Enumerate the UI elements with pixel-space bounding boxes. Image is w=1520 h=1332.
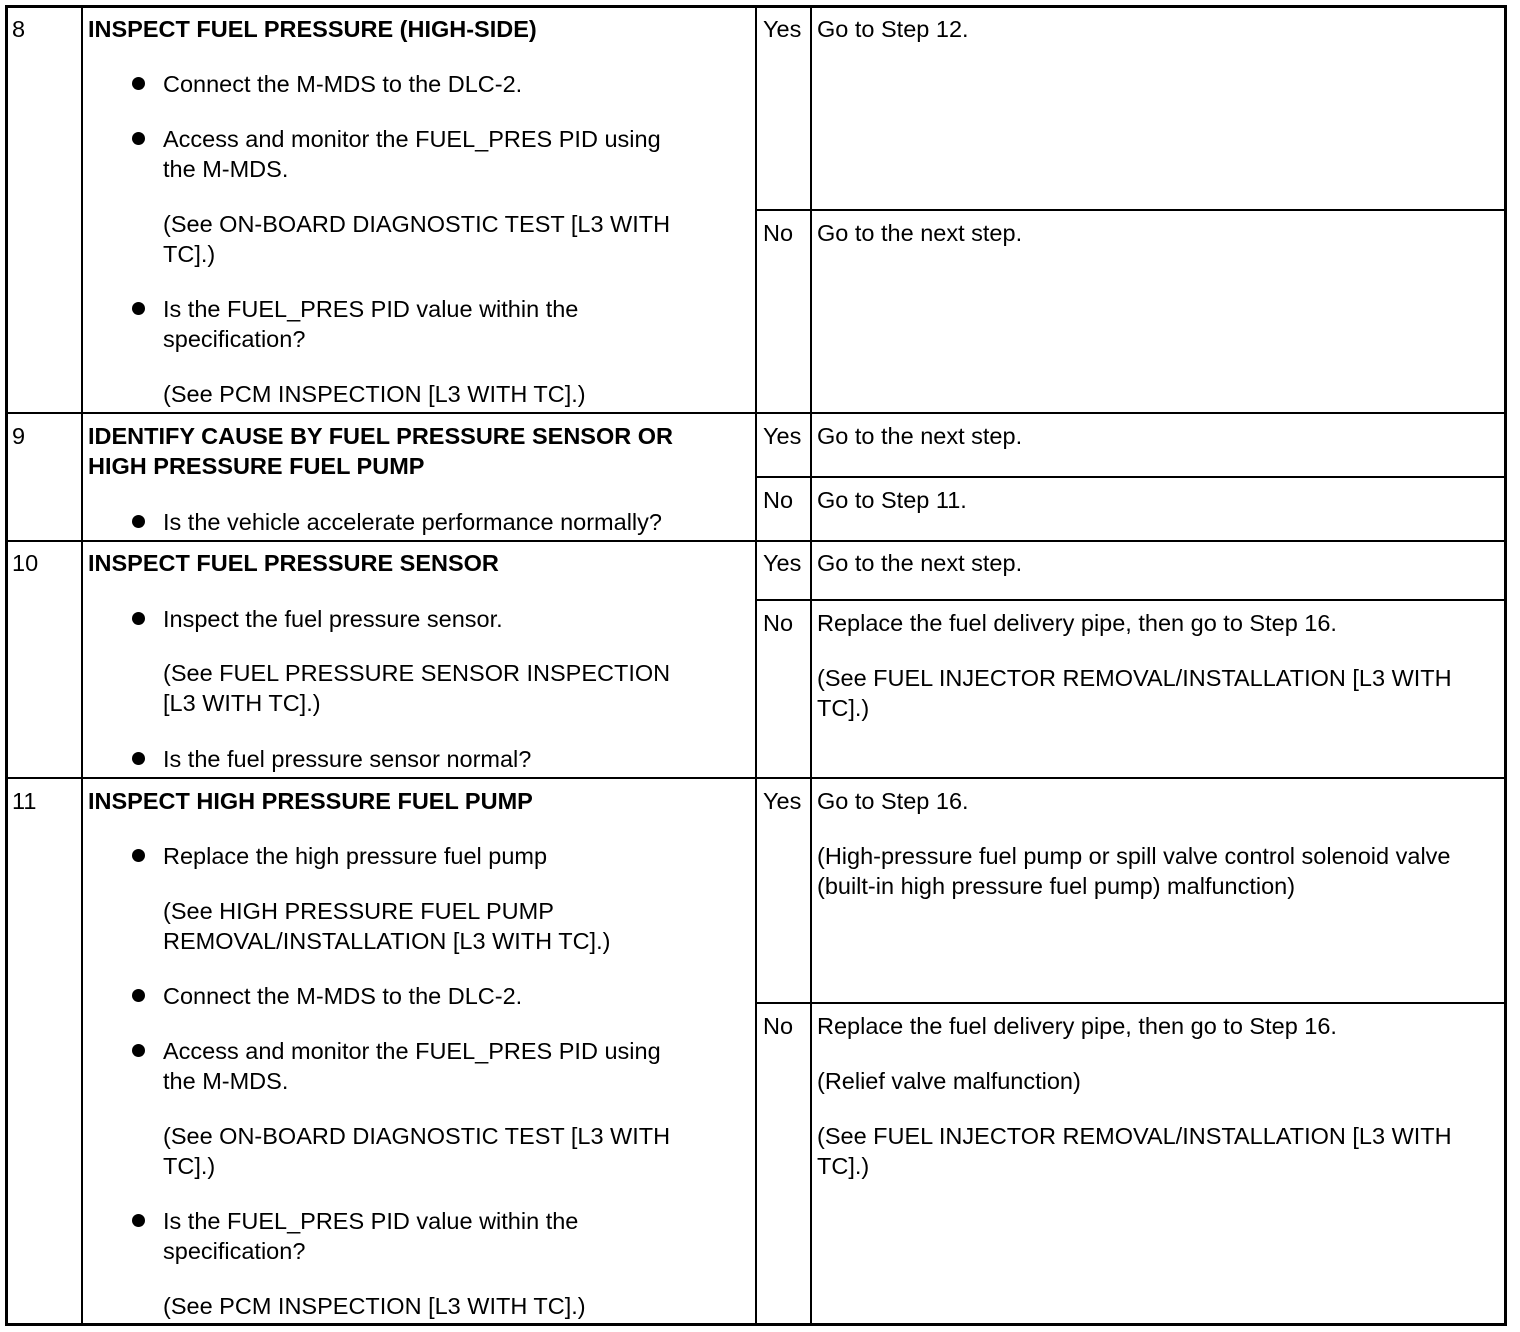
action-text: specification? (163, 1238, 306, 1264)
reference-text: (See PCM INSPECTION [L3 WITH TC].) (163, 1293, 586, 1319)
yes-result: Go to Step 16. (817, 788, 969, 814)
no-result: Go to the next step. (817, 220, 1023, 246)
reference-text: REMOVAL/INSTALLATION [L3 WITH TC].) (163, 928, 611, 954)
step-number: 11 (12, 788, 37, 814)
yes-label: Yes (763, 550, 802, 576)
step-number: 8 (12, 16, 26, 42)
step-number: 10 (12, 550, 39, 576)
yes-result: Go to Step 12. (817, 16, 969, 42)
action-text: Is the vehicle accelerate performance normally? (163, 509, 662, 535)
no-result: Replace the fuel delivery pipe, then go to Step 16. (817, 1013, 1337, 1039)
no-result-reference: TC].) (817, 1153, 870, 1179)
column-divider-step (81, 8, 83, 1326)
no-result-reference: (See FUEL INJECTOR REMOVAL/INSTALLATION [L3 WITH (817, 1123, 1452, 1149)
yes-result: Go to the next step. (817, 423, 1023, 449)
action-text: Replace the high pressure fuel pump (163, 843, 548, 869)
no-result-reference: TC].) (817, 695, 870, 721)
no-label: No (763, 1013, 794, 1039)
step-title: INSPECT HIGH PRESSURE FUEL PUMP (88, 788, 533, 814)
bullet-icon (132, 77, 145, 90)
row-divider-10-11 (5, 777, 1507, 779)
no-label: No (763, 487, 794, 513)
yes-no-divider-11 (755, 1002, 1507, 1004)
bullet-icon (132, 849, 145, 862)
action-text: specification? (163, 326, 306, 352)
action-text: Connect the M-MDS to the DLC-2. (163, 71, 523, 97)
step-title: HIGH PRESSURE FUEL PUMP (88, 453, 425, 479)
bullet-icon (132, 1214, 145, 1227)
reference-text: TC].) (163, 1153, 216, 1179)
step-title: INSPECT FUEL PRESSURE SENSOR (88, 550, 499, 576)
reference-text: (See ON-BOARD DIAGNOSTIC TEST [L3 WITH (163, 1123, 671, 1149)
row-divider-8-9 (5, 412, 1507, 414)
bullet-icon (132, 132, 145, 145)
column-divider-action (755, 8, 757, 1326)
reference-text: (See PCM INSPECTION [L3 WITH TC].) (163, 381, 586, 407)
no-result: Replace the fuel delivery pipe, then go to Step 16. (817, 610, 1337, 636)
yes-label: Yes (763, 788, 802, 814)
no-label: No (763, 220, 794, 246)
action-text: the M-MDS. (163, 1068, 289, 1094)
bullet-icon (132, 612, 145, 625)
action-text: Is the FUEL_PRES PID value within the (163, 1208, 579, 1234)
bullet-icon (132, 302, 145, 315)
column-divider-result (810, 8, 812, 1326)
yes-result-note: (High-pressure fuel pump or spill valve control solenoid valve (817, 843, 1451, 869)
action-text: Access and monitor the FUEL_PRES PID using (163, 1038, 661, 1064)
bullet-icon (132, 1044, 145, 1057)
action-text: Is the FUEL_PRES PID value within the (163, 296, 579, 322)
action-text: Connect the M-MDS to the DLC-2. (163, 983, 523, 1009)
step-title: INSPECT FUEL PRESSURE (HIGH-SIDE) (88, 16, 537, 42)
no-result-reference: (See FUEL INJECTOR REMOVAL/INSTALLATION [L3 WITH (817, 665, 1452, 691)
yes-no-divider-10 (755, 599, 1507, 601)
no-result-note: (Relief valve malfunction) (817, 1068, 1081, 1094)
yes-label: Yes (763, 423, 802, 449)
yes-no-divider-8 (755, 209, 1507, 211)
yes-label: Yes (763, 16, 802, 42)
no-result: Go to Step 11. (817, 487, 967, 513)
action-text: Access and monitor the FUEL_PRES PID using (163, 126, 661, 152)
yes-result-note: (built-in high pressure fuel pump) malfunction) (817, 873, 1296, 899)
reference-text: (See FUEL PRESSURE SENSOR INSPECTION (163, 660, 671, 686)
yes-result: Go to the next step. (817, 550, 1023, 576)
reference-text: TC].) (163, 241, 216, 267)
action-text: the M-MDS. (163, 156, 289, 182)
reference-text: (See HIGH PRESSURE FUEL PUMP (163, 898, 554, 924)
yes-no-divider-9 (755, 476, 1507, 478)
bullet-icon (132, 752, 145, 765)
action-text: Is the fuel pressure sensor normal? (163, 746, 532, 772)
bullet-icon (132, 989, 145, 1002)
reference-text: [L3 WITH TC].) (163, 690, 321, 716)
no-label: No (763, 610, 794, 636)
row-divider-9-10 (5, 540, 1507, 542)
step-title: IDENTIFY CAUSE BY FUEL PRESSURE SENSOR OR (88, 423, 673, 449)
step-number: 9 (12, 423, 26, 449)
bullet-icon (132, 515, 145, 528)
reference-text: (See ON-BOARD DIAGNOSTIC TEST [L3 WITH (163, 211, 671, 237)
action-text: Inspect the fuel pressure sensor. (163, 606, 503, 632)
